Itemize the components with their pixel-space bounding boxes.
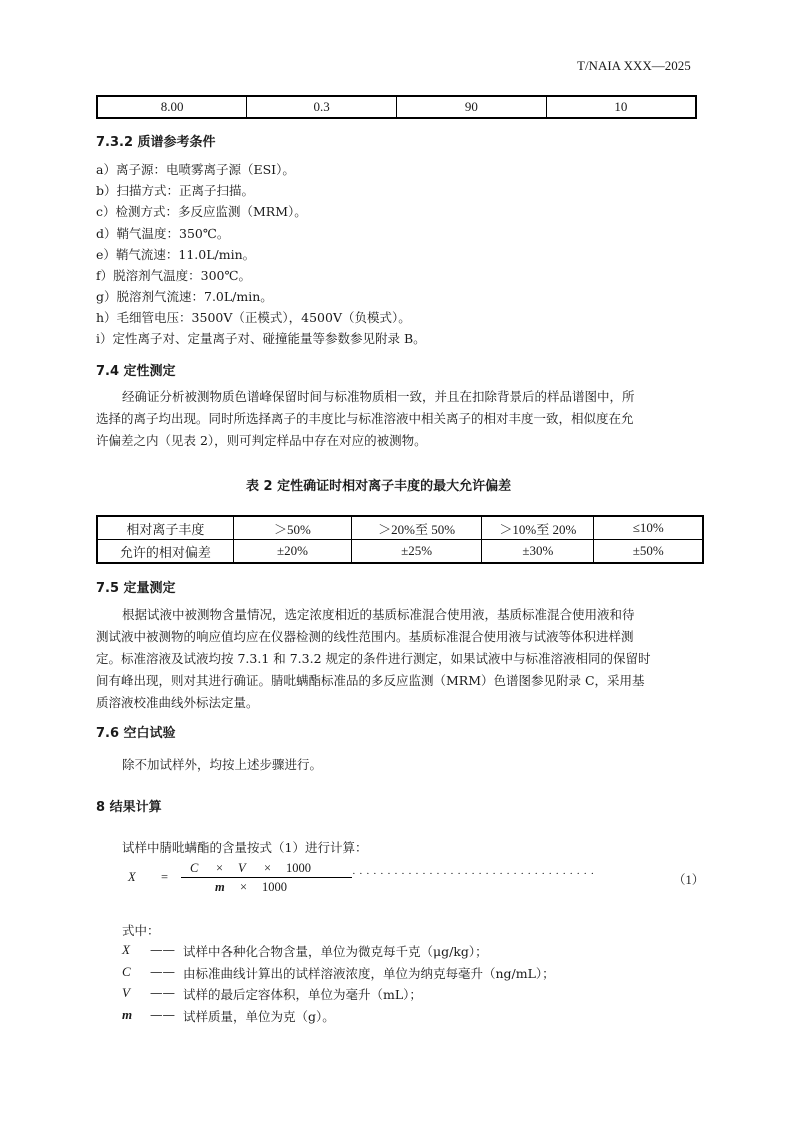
def-symbol: X bbox=[122, 942, 130, 957]
paragraph: 除不加试样外，均按上述步骤进行。 bbox=[122, 757, 323, 772]
formula-leader-dots: · · · · · · · · · · · · · · · · · · · · · · · · · · · · · · · · · · · bbox=[352, 868, 595, 880]
formula-num-term: × bbox=[264, 861, 272, 875]
paragraph-line: 选择的离子均出现。同时所选择离子的丰度比与标准溶液中相关离子的相对丰度一致，相似度在允 bbox=[96, 411, 634, 426]
formula-lhs: X bbox=[128, 870, 136, 884]
table-cell: ≤10% bbox=[594, 516, 703, 540]
table-cell: 8.00 bbox=[97, 96, 247, 118]
gradient-table-fragment bbox=[96, 95, 697, 119]
formula-intro: 试样中腈吡螨酯的含量按式（1）进行计算： bbox=[122, 840, 368, 855]
paragraph-line: 根据试液中被测物含量情况，选定浓度相近的基质标准混合使用液，基质标准混合使用液和待 bbox=[122, 607, 635, 622]
def-text: 试样中各种化合物含量，单位为微克每千克（μg/kg）； bbox=[183, 944, 488, 959]
def-symbol: V bbox=[122, 985, 130, 1000]
list-item: e）鞘气流速：11.0L/min。 bbox=[96, 247, 256, 262]
where-label: 式中： bbox=[122, 923, 160, 938]
table-cell: ±25% bbox=[352, 540, 482, 564]
table-cell: 相对离子丰度 bbox=[97, 516, 233, 540]
formula-den-term: m bbox=[215, 880, 225, 894]
def-symbol: C bbox=[122, 964, 131, 979]
table-cell: 0.3 bbox=[247, 96, 397, 118]
paragraph-line: 许偏差之内（见表 2），则可判定样品中存在对应的被测物。 bbox=[96, 433, 427, 448]
document-code: T/NAIA XXX—2025 bbox=[577, 58, 691, 73]
table-cell: ＞20%至 50% bbox=[352, 516, 482, 540]
paragraph-line: 经确证分析被测物质色谱峰保留时间与标准物质相一致，并且在扣除背景后的样品谱图中，所 bbox=[122, 389, 635, 404]
list-item: b）扫描方式：正离子扫描。 bbox=[96, 183, 255, 198]
formula-number: （1） bbox=[673, 873, 705, 887]
section-heading-7-3-2: 7.3.2 质谱参考条件 bbox=[96, 135, 216, 150]
list-item: i）定性离子对、定量离子对、碰撞能量等参数参见附录 B。 bbox=[96, 331, 426, 346]
table-cell: 10 bbox=[546, 96, 696, 118]
paragraph-line: 间有峰出现，则对其进行确证。腈吡螨酯标准品的多反应监测（MRM）色谱图参见附录 C，采用基 bbox=[96, 673, 645, 688]
list-item: d）鞘气温度：350℃。 bbox=[96, 226, 230, 241]
formula-num-term: V bbox=[238, 861, 246, 875]
section-heading-7-5: 7.5 定量测定 bbox=[96, 581, 176, 596]
table-cell: ±50% bbox=[594, 540, 703, 564]
paragraph-line: 定。标准溶液及试液均按 7.3.1 和 7.3.2 规定的条件进行测定，如果试液中与标准溶液相同的保留时 bbox=[96, 651, 651, 666]
def-symbol: m bbox=[122, 1007, 133, 1022]
paragraph-line: 测试液中被测物的响应值均应在仪器检测的线性范围内。基质标准混合使用液与试液等体积进样测 bbox=[96, 629, 634, 644]
formula-num-term: C bbox=[190, 861, 199, 875]
list-item: g）脱溶剂气流速：7.0L/min。 bbox=[96, 289, 273, 304]
table-cell: 允许的相对偏差 bbox=[97, 540, 233, 564]
list-item: f）脱溶剂气温度：300℃。 bbox=[96, 268, 251, 283]
formula-den-term: 1000 bbox=[262, 880, 287, 894]
def-dash: —— bbox=[150, 942, 175, 957]
fraction-bar bbox=[181, 877, 352, 878]
formula-den-term: × bbox=[240, 880, 248, 894]
table-caption: 表 2 定性确证时相对离子丰度的最大允许偏差 bbox=[246, 479, 512, 494]
table-row bbox=[97, 516, 703, 540]
table-row bbox=[97, 540, 703, 564]
def-text: 试样的最后定容体积，单位为毫升（mL）； bbox=[183, 987, 422, 1002]
formula-num-term: 1000 bbox=[286, 861, 311, 875]
section-heading-8: 8 结果计算 bbox=[96, 800, 162, 815]
table-cell: ＞50% bbox=[233, 516, 351, 540]
list-item: h）毛细管电压：3500V（正模式），4500V（负模式）。 bbox=[96, 310, 411, 325]
formula-equals: = bbox=[161, 870, 169, 884]
relative-abundance-table bbox=[96, 515, 704, 564]
list-item: a）离子源：电喷雾离子源（ESI）。 bbox=[96, 162, 295, 177]
list-item: c）检测方式：多反应监测（MRM）。 bbox=[96, 204, 307, 219]
formula-num-term: × bbox=[216, 861, 224, 875]
section-heading-7-4: 7.4 定性测定 bbox=[96, 364, 176, 379]
paragraph-line: 质溶液校准曲线外标法定量。 bbox=[96, 695, 259, 710]
def-text: 试样质量，单位为克（g）。 bbox=[183, 1009, 335, 1024]
table-cell: ＞10%至 20% bbox=[482, 516, 594, 540]
def-text: 由标准曲线计算出的试样溶液浓度，单位为纳克每毫升（ng/mL）； bbox=[183, 966, 555, 981]
table-cell: ±20% bbox=[233, 540, 351, 564]
section-heading-7-6: 7.6 空白试验 bbox=[96, 726, 176, 741]
table-cell: ±30% bbox=[482, 540, 594, 564]
def-dash: —— bbox=[150, 1007, 175, 1022]
table-row bbox=[97, 96, 696, 118]
def-dash: —— bbox=[150, 964, 175, 979]
table-cell: 90 bbox=[397, 96, 547, 118]
def-dash: —— bbox=[150, 985, 175, 1000]
